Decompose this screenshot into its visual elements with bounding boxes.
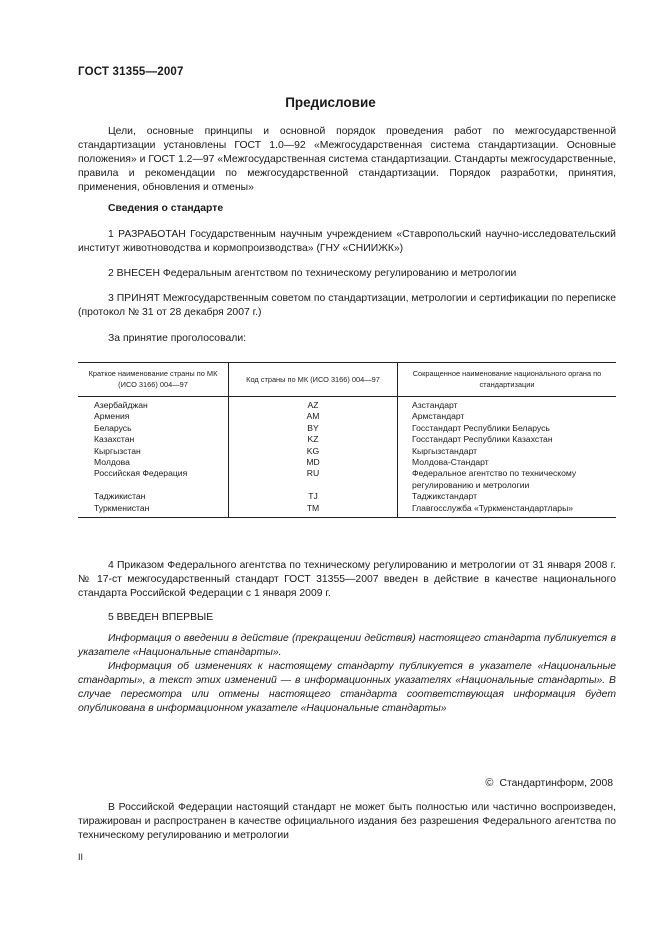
- item-5-paragraph: [78, 611, 616, 625]
- item-3-paragraph: [78, 292, 616, 320]
- table-row: [78, 457, 616, 468]
- country-cell: Беларусь: [94, 422, 132, 433]
- table-row: [78, 468, 616, 491]
- table-row: [78, 503, 616, 518]
- voting-table: [78, 362, 616, 518]
- table-header-country: Краткое наименование страны по МК (ИСО 3166) 004—97: [78, 363, 229, 397]
- item-1-paragraph: [78, 228, 616, 256]
- copyright-line: [485, 777, 613, 789]
- body-cell: Молдова-Стандарт: [398, 457, 617, 468]
- copyright-symbol: ©: [485, 777, 494, 789]
- code-cell: MD: [229, 457, 398, 468]
- copyright-text: Стандартинформ, 2008: [499, 778, 613, 789]
- vote-intro-text: За принятие проголосовали:: [108, 333, 247, 344]
- vote-intro-paragraph: [78, 332, 616, 346]
- info-text-2: Информация об изменениях к настоящему стандарту публикуется в указателе «Национальные стандарты», а текст этих изменений — в информационных указателях «Национальные стандарты». В случае пересмотра или отмены настоящего стандарта соответствующая информация будет опубликована в информационном указателе «Национальные стандарты»: [78, 661, 616, 714]
- body-cell: Федеральное агентство по техническому регулированию и метрологии: [398, 468, 617, 491]
- item-3-text: 3 ПРИНЯТ Межгосударственным советом по стандартизации, метрологии и сертификации по переписке (протокол № 31 от 28 декабря 2007 г.): [78, 293, 616, 318]
- country-cell: Казахстан: [94, 434, 135, 445]
- code-cell: KG: [229, 446, 398, 457]
- item-2-paragraph: [78, 267, 616, 281]
- body-cell: Таджикстандарт: [398, 491, 617, 502]
- intro-paragraph: [78, 125, 616, 195]
- country-cell: Таджикистан: [94, 491, 146, 502]
- body-cell: Госстандарт Республики Казахстан: [398, 434, 617, 445]
- code-cell: BY: [229, 423, 398, 434]
- legal-notice: [78, 801, 616, 843]
- table-header-row: [78, 363, 616, 397]
- item-4-text: 4 Приказом Федерального агентства по техническому регулированию и метрологии от 31 января 2008 г. № 17-ст межгосударственный стандарт ГОСТ 31355—2007 введен в действие в качестве национального стандарта Российской Федерации с 1 января 2009 г.: [78, 560, 616, 599]
- document-header: ГОСТ 31355—2007: [78, 66, 184, 78]
- country-cell: Азербайджан: [94, 400, 148, 410]
- code-cell: AZ: [229, 397, 398, 412]
- body-cell: Армстандарт: [398, 411, 617, 422]
- info-text-1: Информация о введении в действие (прекращении действия) настоящего стандарта публикуется в указателе «Национальные стандарты».: [78, 633, 616, 658]
- code-cell: RU: [229, 468, 398, 491]
- item-4-paragraph: [78, 559, 616, 601]
- code-cell: TJ: [229, 491, 398, 502]
- info-paragraph-1: [78, 632, 616, 660]
- code-cell: KZ: [229, 434, 398, 445]
- code-cell: AM: [229, 411, 398, 422]
- page-number: II: [78, 852, 84, 862]
- item-5-text: 5 ВВЕДЕН ВПЕРВЫЕ: [108, 612, 214, 623]
- country-cell: Российская Федерация: [94, 468, 188, 479]
- table-row: [78, 397, 616, 412]
- body-cell: Главгосслужба «Туркменстандартлары»: [398, 503, 617, 518]
- table-row: [78, 491, 616, 502]
- country-cell: Туркменистан: [78, 503, 229, 518]
- code-cell: TM: [229, 503, 398, 518]
- table-header-code: Код страны по МК (ИСО 3166) 004—97: [229, 363, 398, 397]
- country-cell: Молдова: [94, 457, 130, 468]
- table-row: [78, 434, 616, 445]
- country-cell: Кыргызстан: [94, 445, 141, 456]
- legal-text: В Российской Федерации настоящий стандарт не может быть полностью или частично воспроизведен, тиражирован и распространен в качестве официального издания без разрешения Федерального агентства по техническому регулированию и метрологии: [78, 802, 616, 841]
- item-1-text: 1 РАЗРАБОТАН Государственным научным учреждением «Ставропольский научно-исследовательский институт животноводства и кормопроизводства» (ГНУ «СНИИЖК»): [78, 229, 616, 254]
- table-row: [78, 446, 616, 457]
- body-cell: Кыргызстандарт: [398, 446, 617, 457]
- body-cell: Госстандарт Республики Беларусь: [398, 423, 617, 434]
- table-header-body: Сокращенное наименование национального органа по стандартизации: [398, 363, 617, 397]
- info-paragraph-2: [78, 660, 616, 716]
- table-row: [78, 411, 616, 422]
- page-title: Предисловие: [285, 95, 376, 110]
- intro-text: Цели, основные принципы и основной порядок проведения работ по межгосударственной стандартизации установлены ГОСТ 1.0—92 «Межгосударственная система стандартизации. Основные положения» и ГОСТ 1.2—97 «Межгосударственная система стандартизации. Стандарты межгосударственные, правила и рекомендации по межгосударственной стандартизации. Порядок разработки, принятия, применения, обновления и отмены»: [78, 126, 616, 193]
- section-heading: Сведения о стандарте: [108, 203, 224, 214]
- table-row: [78, 423, 616, 434]
- body-cell: Азстандарт: [398, 397, 617, 412]
- country-cell: Армения: [94, 411, 130, 422]
- item-2-text: 2 ВНЕСЕН Федеральным агентством по техническому регулированию и метрологии: [108, 268, 517, 279]
